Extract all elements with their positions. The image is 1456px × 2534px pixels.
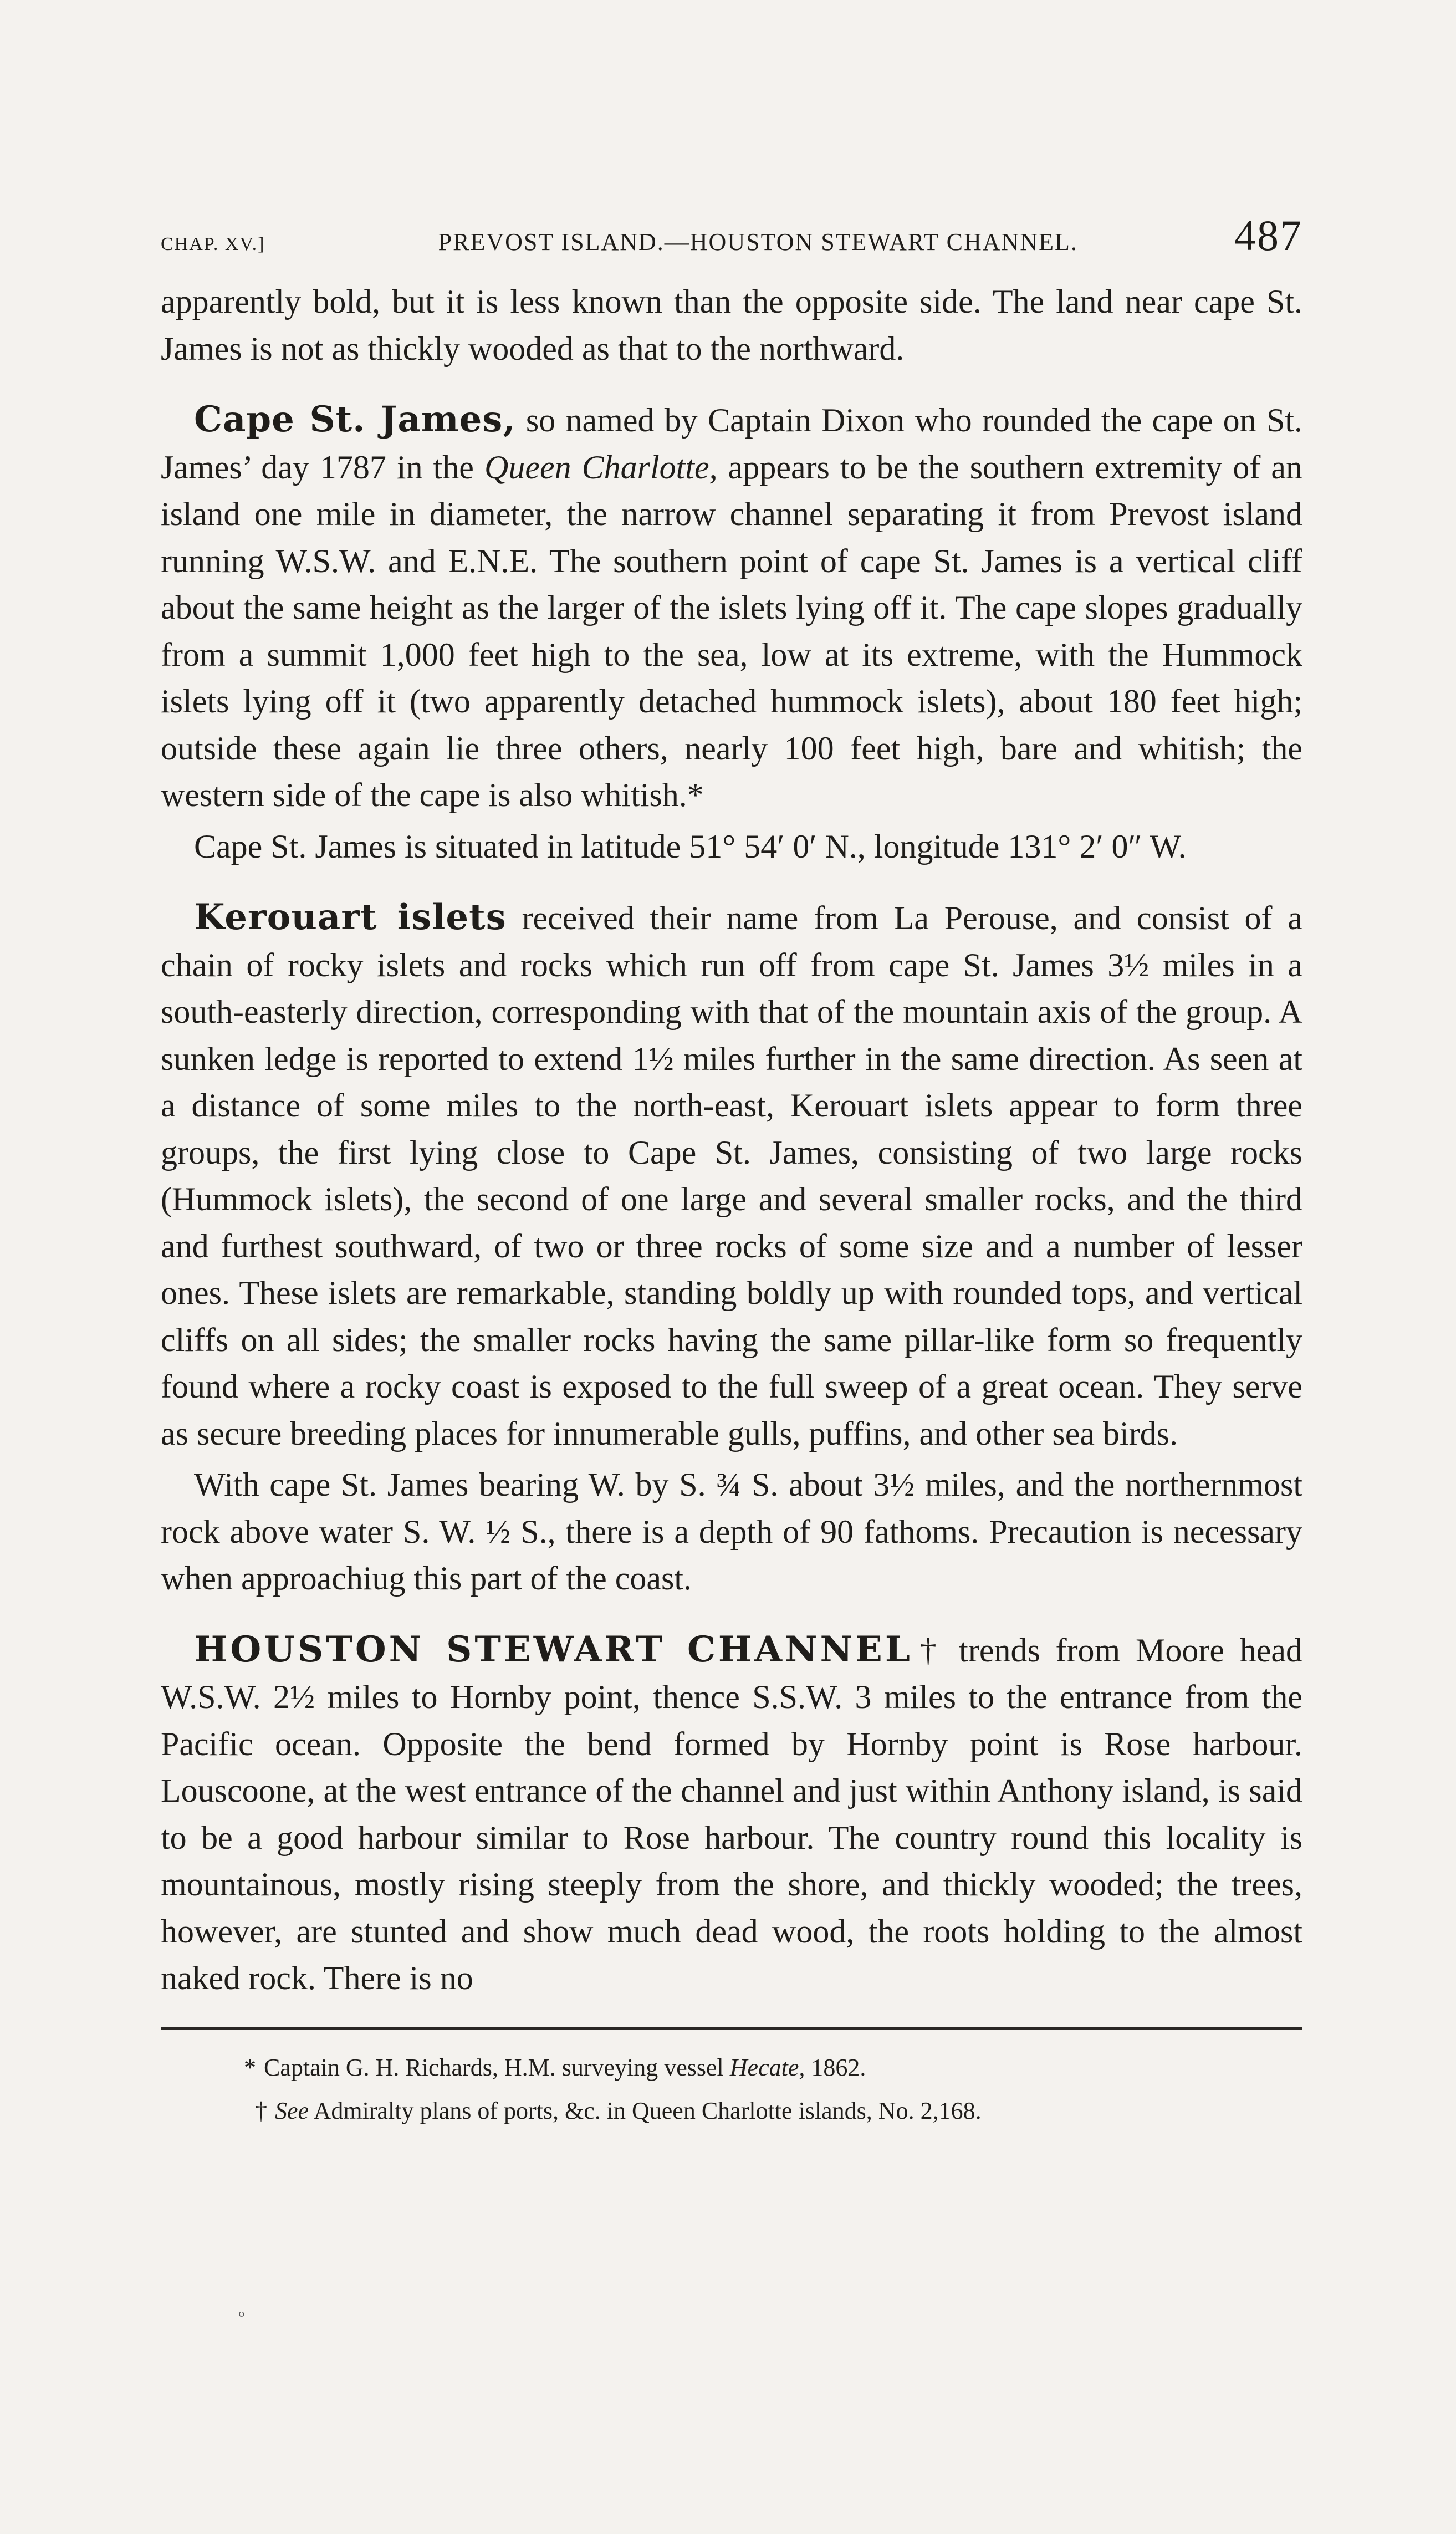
paragraph-cape-position: Cape St. James is situated in latitude 51° 54′ 0′ N., longitude 131° 2′ 0″ W. (194, 828, 1187, 865)
paragraph-continuation: apparently bold, but it is less known than the opposite side. The land near cape St. James is not as thickly wooded as that to the northward. (161, 283, 1302, 367)
body-text (161, 278, 1302, 2002)
stray-ink-mark: ᵒ (238, 2307, 245, 2327)
footnote-divider (161, 2027, 1302, 2030)
book-page (161, 211, 1302, 2133)
kerouart-text: received their name from La Perouse, and consist of a chain of rocky islets and rocks which run off from cape St. James 3½ miles in a south-easterly direction, corresponding with that of the mountain axis of the group. A sunken ledge is reported to extend 1½ miles further in the same direction. As seen at a distance of some miles to the north-east, Kerouart islets appear to form three groups, the first lying close to Cape St. James, consisting of two large rocks (Hummock islets), the second of one large and several smaller rocks, and the third and furthest southward, of two or three rocks of some size and a number of lesser ones. These islets are remarkable, standing boldly up with rounded tops, and vertical cliffs on all sides; the smaller rocks having the same pillar-like form so frequently found where a rocky coast is exposed to the full sweep of a great ocean. They serve as secure breeding places for innumerable gulls, puffins, and other sea birds. (161, 900, 1302, 1452)
footnote-2-see: See (275, 2097, 309, 2124)
footnote-reference-dagger: † (912, 1631, 944, 1669)
footnote-2-text: Admiralty plans of ports, &c. in Queen Charlotte islands, No. 2,168. (309, 2097, 982, 2124)
section-heading-cape-st-james: Cape St. James, (194, 399, 516, 440)
paragraph-bearing: With cape St. James bearing W. by S. ¾ S. about 3½ miles, and the northernmost rock above water S. W. ½ S., there is a depth of 90 fathoms. Precaution is necessary when approachiug this part of the coast. (161, 1466, 1302, 1597)
ship-name-hecate: Hecate, (729, 2053, 805, 2081)
chapter-label: CHAP. XV.] (161, 234, 265, 254)
paragraph-cape-st-james (161, 396, 1302, 819)
footnote-1 (244, 2046, 1302, 2089)
section-heading-kerouart-islets: Kerouart islets (194, 896, 507, 938)
cape-text-a: so named by Captain Dixon who rounded the cape on St. James’ day 1787 in the (161, 402, 1303, 486)
footnote-1-text-b: 1862. (805, 2053, 866, 2081)
running-title: PREVOST ISLAND.—HOUSTON STEWART CHANNEL. (438, 228, 1078, 256)
cape-text-b: appears to be the southern extremity of an island one mile in diameter, the narrow channel separating it from Prevost island running W.S.W. and E.N.E. The southern point of cape St. James is a vertical cliff about the same height as the larger of the islets lying off it. The cape slopes gradually from a summit 1,000 feet high to the sea, low at its extreme, with the Hummock islets lying off it (two apparently detached hummock islets), about 180 feet high; outside these again lie three others, nearly 100 feet high, bare and whitish; the western side of the cape is also whitish.* (161, 448, 1302, 813)
footnote-mark-dagger: † (255, 2097, 267, 2124)
footnotes (161, 2046, 1302, 2133)
paragraph-kerouart-islets (161, 894, 1302, 1457)
ship-name-queen-charlotte: Queen Charlotte, (484, 448, 718, 486)
houston-text: trends from Moore head W.S.W. 2½ miles to Hornby point, thence S.S.W. 3 miles to the entrance from the Pacific ocean. Opposite the bend formed by Hornby point is Rose harbour. Louscoone, at the west entrance of the channel and just within Anthony island, is said to be a good harbour similar to Rose harbour. The country round this locality is mountainous, mostly rising steeply from the shore, and thickly wooded; the trees, however, are stunted and show much dead wood, the roots holding to the almost naked rock. There is no (161, 1631, 1303, 1996)
footnote-2 (255, 2089, 1302, 2133)
page-number: 487 (1234, 211, 1302, 259)
paragraph-houston-stewart-channel (161, 1627, 1302, 2002)
footnote-mark-asterisk: * (244, 2053, 256, 2081)
section-heading-houston-stewart-channel: HOUSTON STEWART CHANNEL (194, 1628, 913, 1670)
running-head (161, 211, 1302, 272)
footnote-1-text-a: Captain G. H. Richards, H.M. surveying vessel (264, 2053, 730, 2081)
